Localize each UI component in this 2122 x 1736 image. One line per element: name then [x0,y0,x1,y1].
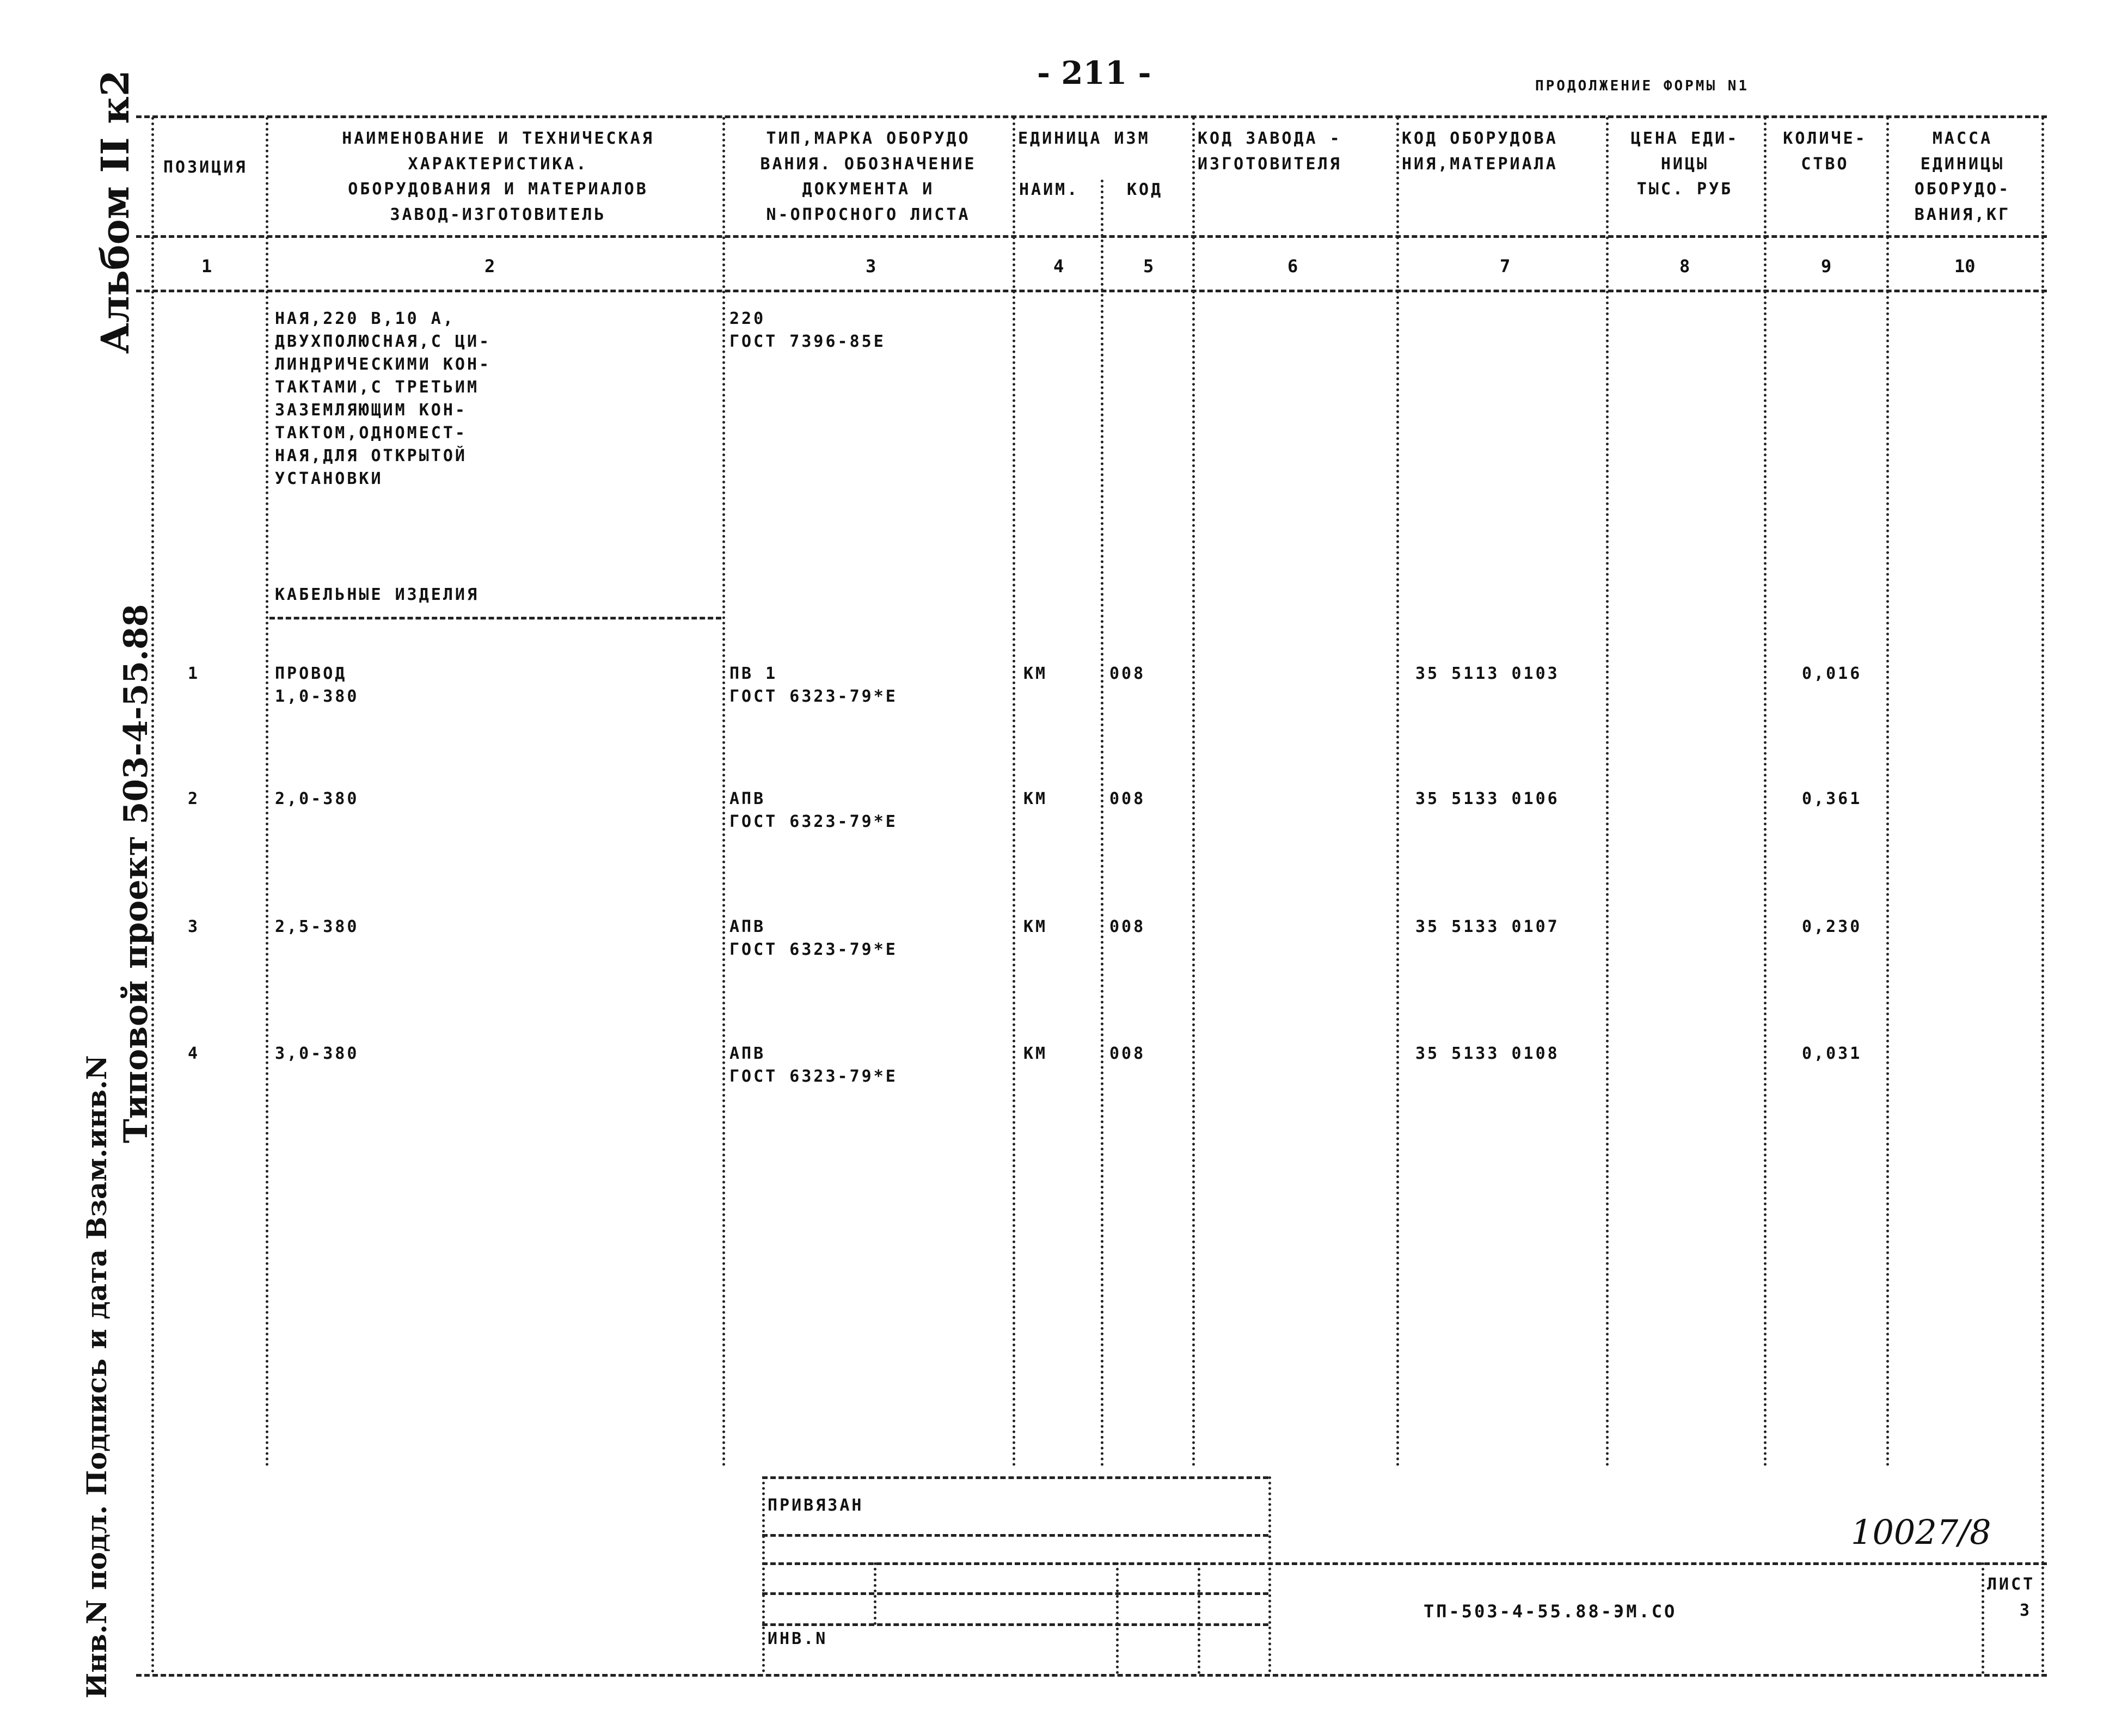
col-number: 6 [1287,256,1298,277]
stamp-sep [1198,1562,1200,1674]
col-number: 5 [1143,256,1154,277]
continuation-type: 220 ГОСТ 7396-85Е [729,309,886,351]
col-sep [1013,117,1015,1467]
row-name: 2,0-380 [275,789,359,808]
row-quantity: 0,031 [1802,1044,1862,1063]
row-material-code: 35 5133 0108 [1415,1044,1560,1063]
col-sep [722,117,725,1467]
col-number: 2 [484,256,495,277]
stamp-sep [874,1562,876,1625]
row-quantity: 0,230 [1802,917,1862,936]
header-factory-code: КОД ЗАВОДА - ИЗГОТОВИТЕЛЯ [1198,129,1342,174]
stamp-sep [1268,1476,1271,1672]
col-sep [1396,117,1399,1467]
col-sep [266,117,268,1467]
stamp-sep [1116,1562,1119,1674]
row-unit-code: 008 [1109,664,1146,683]
header-unit: ЕДИНИЦА ИЗМ [1018,129,1150,148]
album-note: Альбом II к2 [93,70,138,354]
col-sep [1192,117,1195,1467]
col-number: 4 [1053,256,1064,277]
row-unit: КМ [1023,917,1048,936]
row-position: 1 [188,664,200,683]
header-quantity: КОЛИЧЕ- СТВО [1783,129,1867,174]
sheet-sep [1982,1562,1984,1674]
col-sep [1101,180,1103,1467]
col-number: 7 [1500,256,1511,277]
header-type: ТИП,МАРКА ОБОРУДО ВАНИЯ. ОБОЗНАЧЕНИЕ ДОКУМЕНТА И N-ОПРОСНОГО ЛИСТА [760,129,977,224]
right-border [2041,117,2044,1674]
table-top-border [136,115,2047,118]
col-number: 9 [1821,256,1832,277]
row-material-code: 35 5133 0106 [1415,789,1560,808]
page-bottom-border [136,1674,2047,1677]
row-type: АПВ ГОСТ 6323-79*Е [729,917,898,959]
continuation-label: ПРОДОЛЖЕНИЕ ФОРМЫ N1 [1535,78,1750,94]
stamp-sep [762,1476,765,1672]
section-underline [269,617,721,619]
sheet-label: ЛИСТ [1987,1575,2035,1594]
continuation-name: НАЯ,220 В,10 А, ДВУХПОЛЮСНАЯ,С ЦИ- ЛИНДРИЧЕСКИМИ КОН- ТАКТАМИ,С ТРЕТЬИМ ЗАЗЕМЛЯЮЩИМ КОН- ТАКТОМ,ОДНОМЕСТ- НАЯ,ДЛЯ ОТКРЫТОЙ УСТАНОВКИ [275,309,492,488]
left-border [151,117,154,1674]
row-name: 3,0-380 [275,1044,359,1063]
header-position: ПОЗИЦИЯ [163,158,248,177]
bound-label: ПРИВЯЗАН [768,1496,864,1515]
section-title: КАБЕЛЬНЫЕ ИЗДЕЛИЯ [275,585,480,604]
stamp-line [762,1623,1268,1626]
col-sep [1606,117,1609,1467]
row-position: 3 [188,917,200,936]
row-unit: КМ [1023,1044,1048,1063]
stamp-line [762,1592,1268,1595]
row-unit-code: 008 [1109,1044,1146,1063]
stamp-line [762,1534,1268,1537]
header-bottom-border [136,235,2047,238]
stamp-top-border [762,1476,1268,1479]
column-number-border [136,290,2047,292]
header-unit-code: КОД [1127,180,1163,199]
col-sep [1886,117,1889,1467]
row-unit-code: 008 [1109,789,1146,808]
row-position: 2 [188,789,200,808]
col-number: 1 [201,256,212,277]
stamp-fields: Инв.N подл. Подпись и дата Взам.инв.N [81,1055,113,1698]
header-mass: МАССА ЕДИНИЦЫ ОБОРУДО- ВАНИЯ,КГ [1914,129,2011,224]
handwritten-number: 10027/8 [1851,1512,1991,1552]
col-sep [1764,117,1767,1467]
row-type: ПВ 1 ГОСТ 6323-79*Е [729,664,898,706]
row-quantity: 0,016 [1802,664,1862,683]
header-unit-name: НАИМ. [1019,180,1080,199]
row-unit-code: 008 [1109,917,1146,936]
row-quantity: 0,361 [1802,789,1862,808]
row-name: 2,5-380 [275,917,359,936]
document-code: ТП-503-4-55.88-ЭМ.СО [1424,1601,1677,1622]
header-unit-price: ЦЕНА ЕДИ- НИЦЫ ТЫС. РУБ [1630,129,1739,199]
header-name: НАИМЕНОВАНИЕ И ТЕХНИЧЕСКАЯ ХАРАКТЕРИСТИКА. ОБОРУДОВАНИЯ И МАТЕРИАЛОВ ЗАВОД-ИЗГОТОВИТЕЛЬ [342,129,654,224]
page-number: - 211 - [1037,54,1151,91]
col-number: 3 [866,256,876,277]
col-number: 8 [1679,256,1690,277]
row-type: АПВ ГОСТ 6323-79*Е [729,1044,898,1086]
col-number: 10 [1954,256,1976,277]
row-material-code: 35 5113 0103 [1415,664,1560,683]
row-unit: КМ [1023,789,1048,808]
sheet-number: 3 [2020,1601,2032,1620]
row-material-code: 35 5133 0107 [1415,917,1560,936]
row-type: АПВ ГОСТ 6323-79*Е [729,789,898,831]
row-name: ПРОВОД 1,0-380 [275,664,359,706]
inv-label: ИНВ.N [768,1629,828,1648]
header-material-code: КОД ОБОРУДОВА НИЯ,МАТЕРИАЛА [1402,129,1558,174]
project-note: Типовой проект 503-4-55.88 [117,604,155,1143]
row-unit: КМ [1023,664,1048,683]
stamp-line [762,1562,2047,1565]
row-position: 4 [188,1044,200,1063]
